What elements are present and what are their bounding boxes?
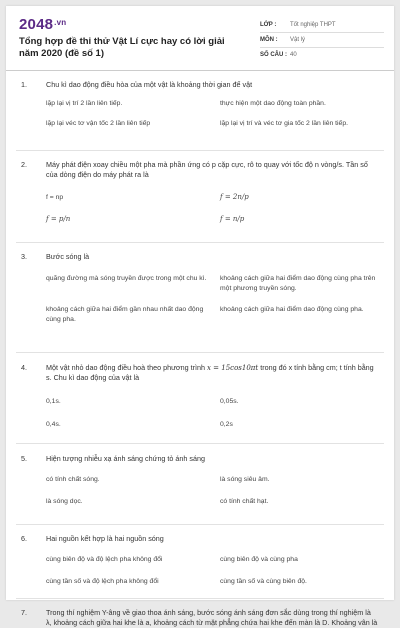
question-text-before: Một vật nhỏ dao động điều hoà theo phương trình: [46, 363, 205, 372]
options-grid: [6, 274, 394, 324]
option-b[interactable]: 0,05s.: [220, 398, 239, 405]
exam-meta: [260, 18, 384, 62]
question-text: Hai nguồn kết hợp là hai nguồn sóng: [46, 534, 164, 543]
question-stem: [6, 534, 394, 544]
question-number: 5.: [21, 454, 27, 463]
question-stem: [6, 252, 394, 262]
option-b[interactable]: f = 2n/p: [220, 193, 249, 201]
meta-value: 40: [290, 52, 297, 58]
question-item: [6, 80, 394, 150]
header-divider: [6, 70, 394, 71]
question-item: [6, 353, 394, 443]
site-logo[interactable]: [19, 16, 66, 33]
option-c[interactable]: cùng tần số và độ lệch pha không đổi: [46, 577, 159, 585]
option-c[interactable]: f = p/n: [46, 214, 71, 223]
option-d[interactable]: lặp lại vị trí và véc tơ gia tốc 2 lần liên tiếp.: [220, 119, 348, 127]
question-stem: [6, 454, 394, 464]
question-number: 6.: [21, 534, 27, 543]
question-stem: [6, 160, 394, 180]
option-d[interactable]: 0,2s: [220, 420, 233, 428]
question-text: Máy phát điện xoay chiều một pha mà phần ứng có p cặp cực, rô to quay với tốc độ n vòng/s. Tần số của dòng điện do máy phát ra là: [46, 160, 368, 179]
question-list: [6, 80, 394, 628]
option-c[interactable]: là sóng dọc.: [46, 497, 83, 505]
option-d[interactable]: khoảng cách giữa hai điểm dao động cùng pha.: [220, 306, 364, 313]
option-b[interactable]: cùng biên độ và cùng pha: [220, 556, 298, 563]
question-text: Hiện tượng nhiễu xạ ánh sáng chứng tỏ ánh sáng: [46, 454, 205, 463]
option-b[interactable]: thực hiện một dao động toàn phần.: [220, 100, 326, 107]
options-grid: [6, 397, 394, 429]
option-a[interactable]: cùng biên độ và độ lệch pha không đổi: [46, 556, 163, 563]
options-grid: [6, 193, 394, 224]
question-number: 1.: [21, 80, 27, 89]
option-d[interactable]: cùng tần số và cùng biên độ.: [220, 577, 307, 585]
question-item: [6, 151, 394, 242]
options-grid: [6, 555, 394, 586]
logo-main: 2048: [19, 16, 54, 33]
meta-label: MÔN :: [260, 37, 278, 43]
question-item: [6, 525, 394, 598]
question-item: [6, 243, 394, 352]
meta-value: Vật lý: [290, 37, 306, 43]
question-text: Bước sóng là: [46, 252, 90, 261]
question-number: 7.: [21, 608, 27, 617]
option-c[interactable]: khoảng cách giữa hai điểm gần nhau nhất dao động cùng pha.: [46, 306, 204, 323]
logo-suffix: .vn: [54, 18, 67, 27]
meta-row-subject: [260, 33, 384, 48]
page-header: [6, 6, 394, 68]
option-a[interactable]: có tính chất sóng.: [46, 476, 100, 483]
question-stem: [6, 80, 394, 90]
meta-label: SỐ CÂU :: [260, 52, 287, 58]
option-c[interactable]: 0,4s.: [46, 420, 61, 428]
option-a[interactable]: 0,1s.: [46, 398, 61, 405]
question-number: 4.: [21, 363, 27, 372]
option-c[interactable]: lặp lại véc tơ vận tốc 2 lần liên tiếp: [46, 119, 151, 127]
question-text: Trong thí nghiệm Y-âng về giao thoa ánh sáng, bước sóng ánh sáng đơn sắc dùng trong thí nghiệm là λ, khoảng cách giữa hai khe là a, khoảng cách từ mặt phẳng chứa hai khe đến màn là D. Khoảng vân là: [46, 608, 378, 627]
question-number: 3.: [21, 252, 27, 261]
options-grid: [6, 99, 394, 128]
question-text: [46, 363, 378, 383]
option-a[interactable]: quãng đường mà sóng truyền được trong một chu kì.: [46, 275, 207, 282]
option-a[interactable]: f = np: [46, 194, 64, 201]
meta-label: LỚP :: [260, 22, 277, 28]
question-item: [6, 599, 394, 628]
option-d[interactable]: có tính chất hạt.: [220, 497, 269, 505]
question-text: Chu kì dao động điều hòa của một vật là khoảng thời gian để vật: [46, 80, 253, 89]
option-b[interactable]: là sóng siêu âm.: [220, 476, 270, 483]
question-number: 2.: [21, 160, 27, 169]
option-d[interactable]: f = n/p: [220, 214, 245, 223]
meta-row-count: [260, 48, 384, 62]
document-title: Tổng hợp đề thi thử Vật Lí cực hay có lời giải năm 2020 (đề số 1): [19, 36, 225, 59]
option-b[interactable]: khoảng cách giữa hai điểm dao động cùng pha trên một phương truyền sóng.: [220, 275, 376, 292]
question-stem: [6, 608, 394, 628]
question-item: [6, 444, 394, 524]
meta-row-class: [260, 18, 384, 33]
option-a[interactable]: lặp lại vị trí 2 lần liên tiếp.: [46, 100, 123, 107]
question-stem: [6, 363, 394, 383]
exam-page: [6, 6, 394, 627]
options-grid: [6, 475, 394, 506]
meta-value: Tốt nghiệp THPT: [290, 22, 336, 28]
question-text-after: trong đó x tính bằng cm; t tính bằng s. Chu kì dao động của vật là: [46, 363, 374, 382]
equation: x = 15cos10πt: [206, 364, 259, 372]
